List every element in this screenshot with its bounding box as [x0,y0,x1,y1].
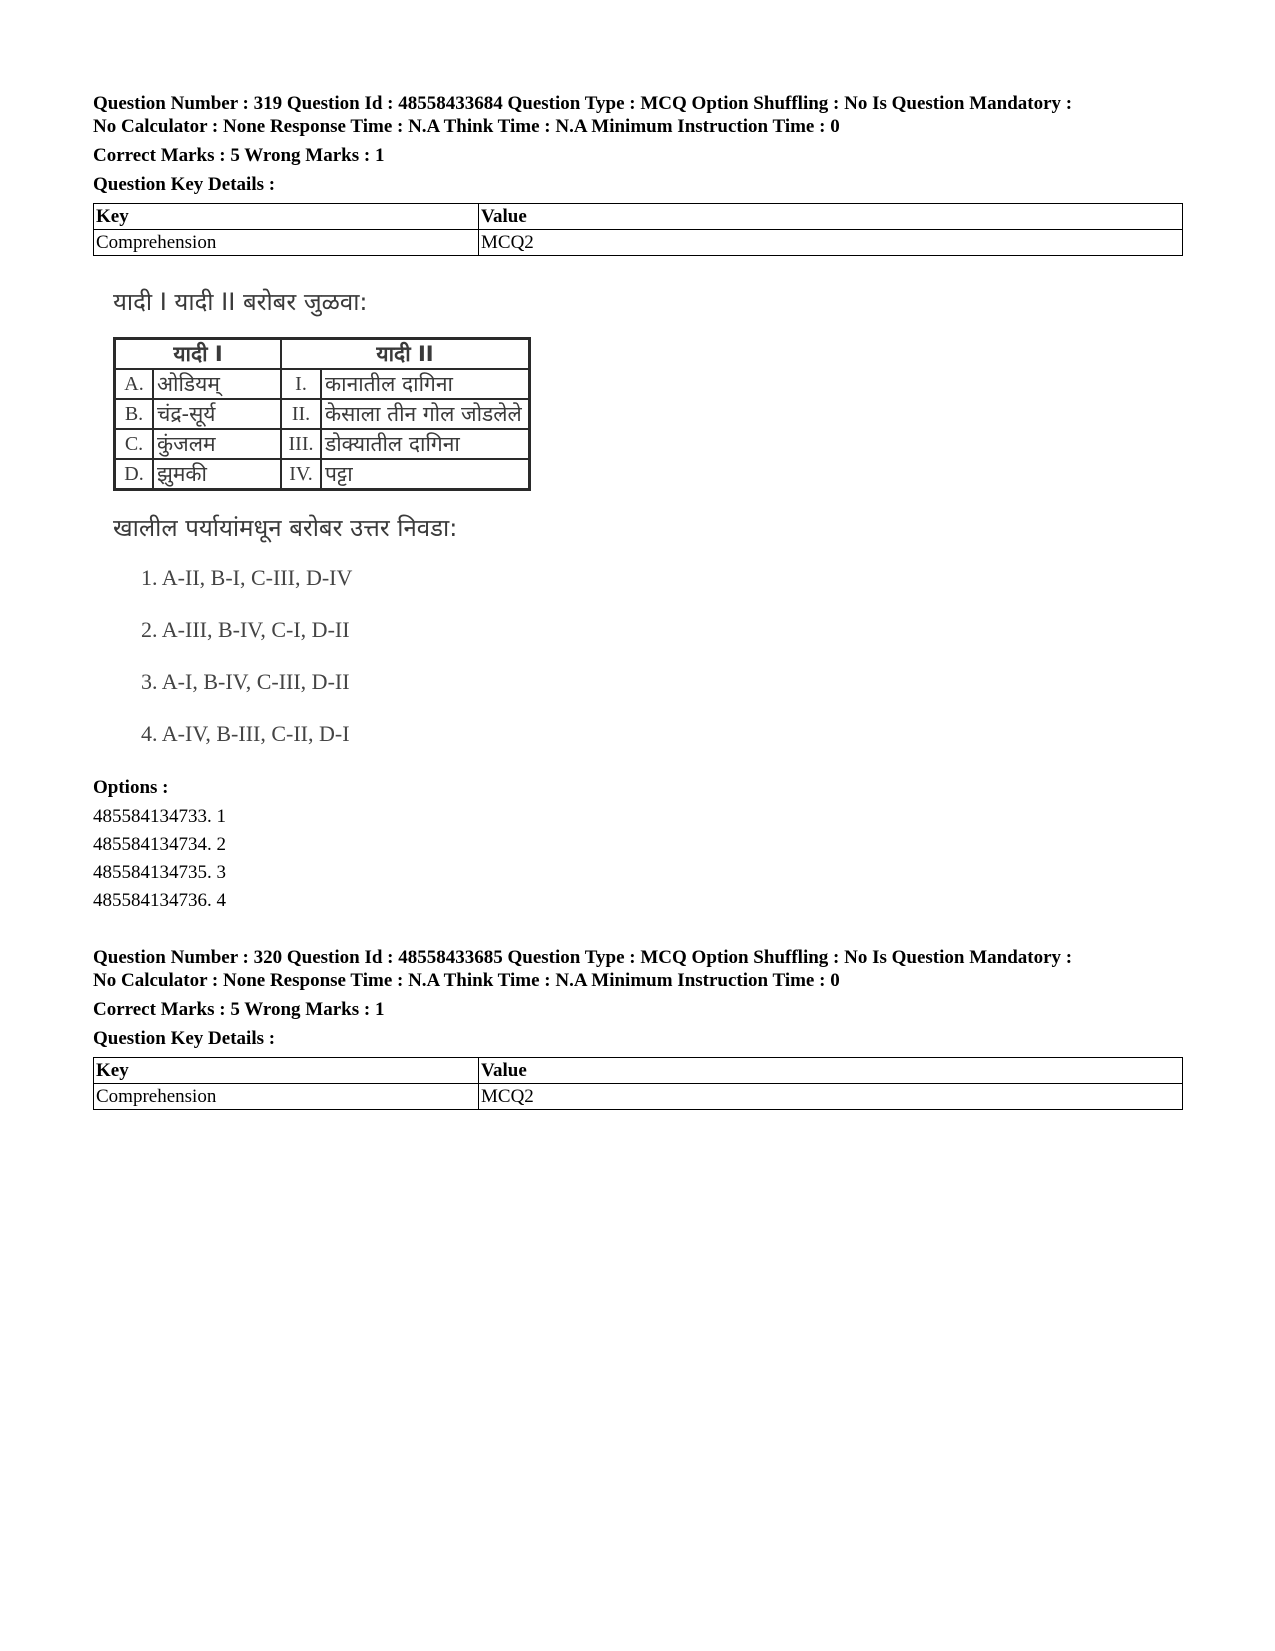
question-meta-line2: No Calculator : None Response Time : N.A Think Time : N.A Minimum Instruction Time : 0 [93,116,840,137]
list1-header: यादी I [115,339,282,370]
row-label: C. [115,429,154,459]
marks-line: Correct Marks : 5 Wrong Marks : 1 [93,145,385,166]
question-meta-line1: Question Number : 320 Question Id : 48558433685 Question Type : MCQ Option Shuffling : No Is Question Mandatory : [93,947,1073,968]
question-319-header [93,92,1183,256]
options-label: Options : [93,777,169,798]
option-item: 485584134734. 2 [93,834,226,855]
value-cell: MCQ2 [479,230,1183,256]
key-header: Key [94,204,479,230]
option-item: 485584134733. 1 [93,806,226,827]
answer-choice: 3. A-I, B-IV, C-III, D-II [141,669,350,694]
answer-choice: 4. A-IV, B-III, C-II, D-I [141,721,350,746]
question-image [93,275,563,765]
list1-item: ओडियम् [153,369,281,399]
row-label: III. [281,429,321,459]
table-row [94,1084,1183,1110]
list2-item: डोक्यातील दागिना [321,429,530,459]
table-row [94,1058,1183,1084]
row-label: D. [115,459,154,490]
row-label: A. [115,369,154,399]
question-instruction: खालील पर्यायांमधून बरोबर उत्तर निवडा: [113,514,458,542]
option-item: 485584134736. 4 [93,890,226,911]
key-details-label: Question Key Details : [93,174,276,195]
table-row [115,459,530,490]
question-320-header [93,946,1183,1110]
list1-item: झुमकी [153,459,281,490]
list1-item: चंद्र-सूर्य [153,399,281,429]
table-row [94,230,1183,256]
row-label: II. [281,399,321,429]
question-title: यादी I यादी II बरोबर जुळवा: [113,288,368,316]
key-cell: Comprehension [94,1084,479,1110]
option-item: 485584134735. 3 [93,862,226,883]
list2-header: यादी II [281,339,530,370]
marks-line: Correct Marks : 5 Wrong Marks : 1 [93,999,385,1020]
key-cell: Comprehension [94,230,479,256]
match-table [113,337,531,491]
key-details-table [93,203,1183,256]
answer-choice: 1. A-II, B-I, C-III, D-IV [141,565,353,590]
key-details-table [93,1057,1183,1110]
list2-item: केसाला तीन गोल जोडलेले [321,399,530,429]
value-header: Value [479,1058,1183,1084]
row-label: B. [115,399,154,429]
question-meta-line2: No Calculator : None Response Time : N.A Think Time : N.A Minimum Instruction Time : 0 [93,970,840,991]
value-header: Value [479,204,1183,230]
table-row [115,369,530,399]
table-row [115,339,530,370]
row-label: I. [281,369,321,399]
key-details-label: Question Key Details : [93,1028,276,1049]
list1-item: कुंजलम [153,429,281,459]
list2-item: कानातील दागिना [321,369,530,399]
table-row [115,429,530,459]
list2-item: पट्टा [321,459,530,490]
table-row [115,399,530,429]
key-header: Key [94,1058,479,1084]
value-cell: MCQ2 [479,1084,1183,1110]
row-label: IV. [281,459,321,490]
answer-choice: 2. A-III, B-IV, C-I, D-II [141,617,350,642]
table-row [94,204,1183,230]
question-meta-line1: Question Number : 319 Question Id : 48558433684 Question Type : MCQ Option Shuffling : No Is Question Mandatory : [93,93,1073,114]
